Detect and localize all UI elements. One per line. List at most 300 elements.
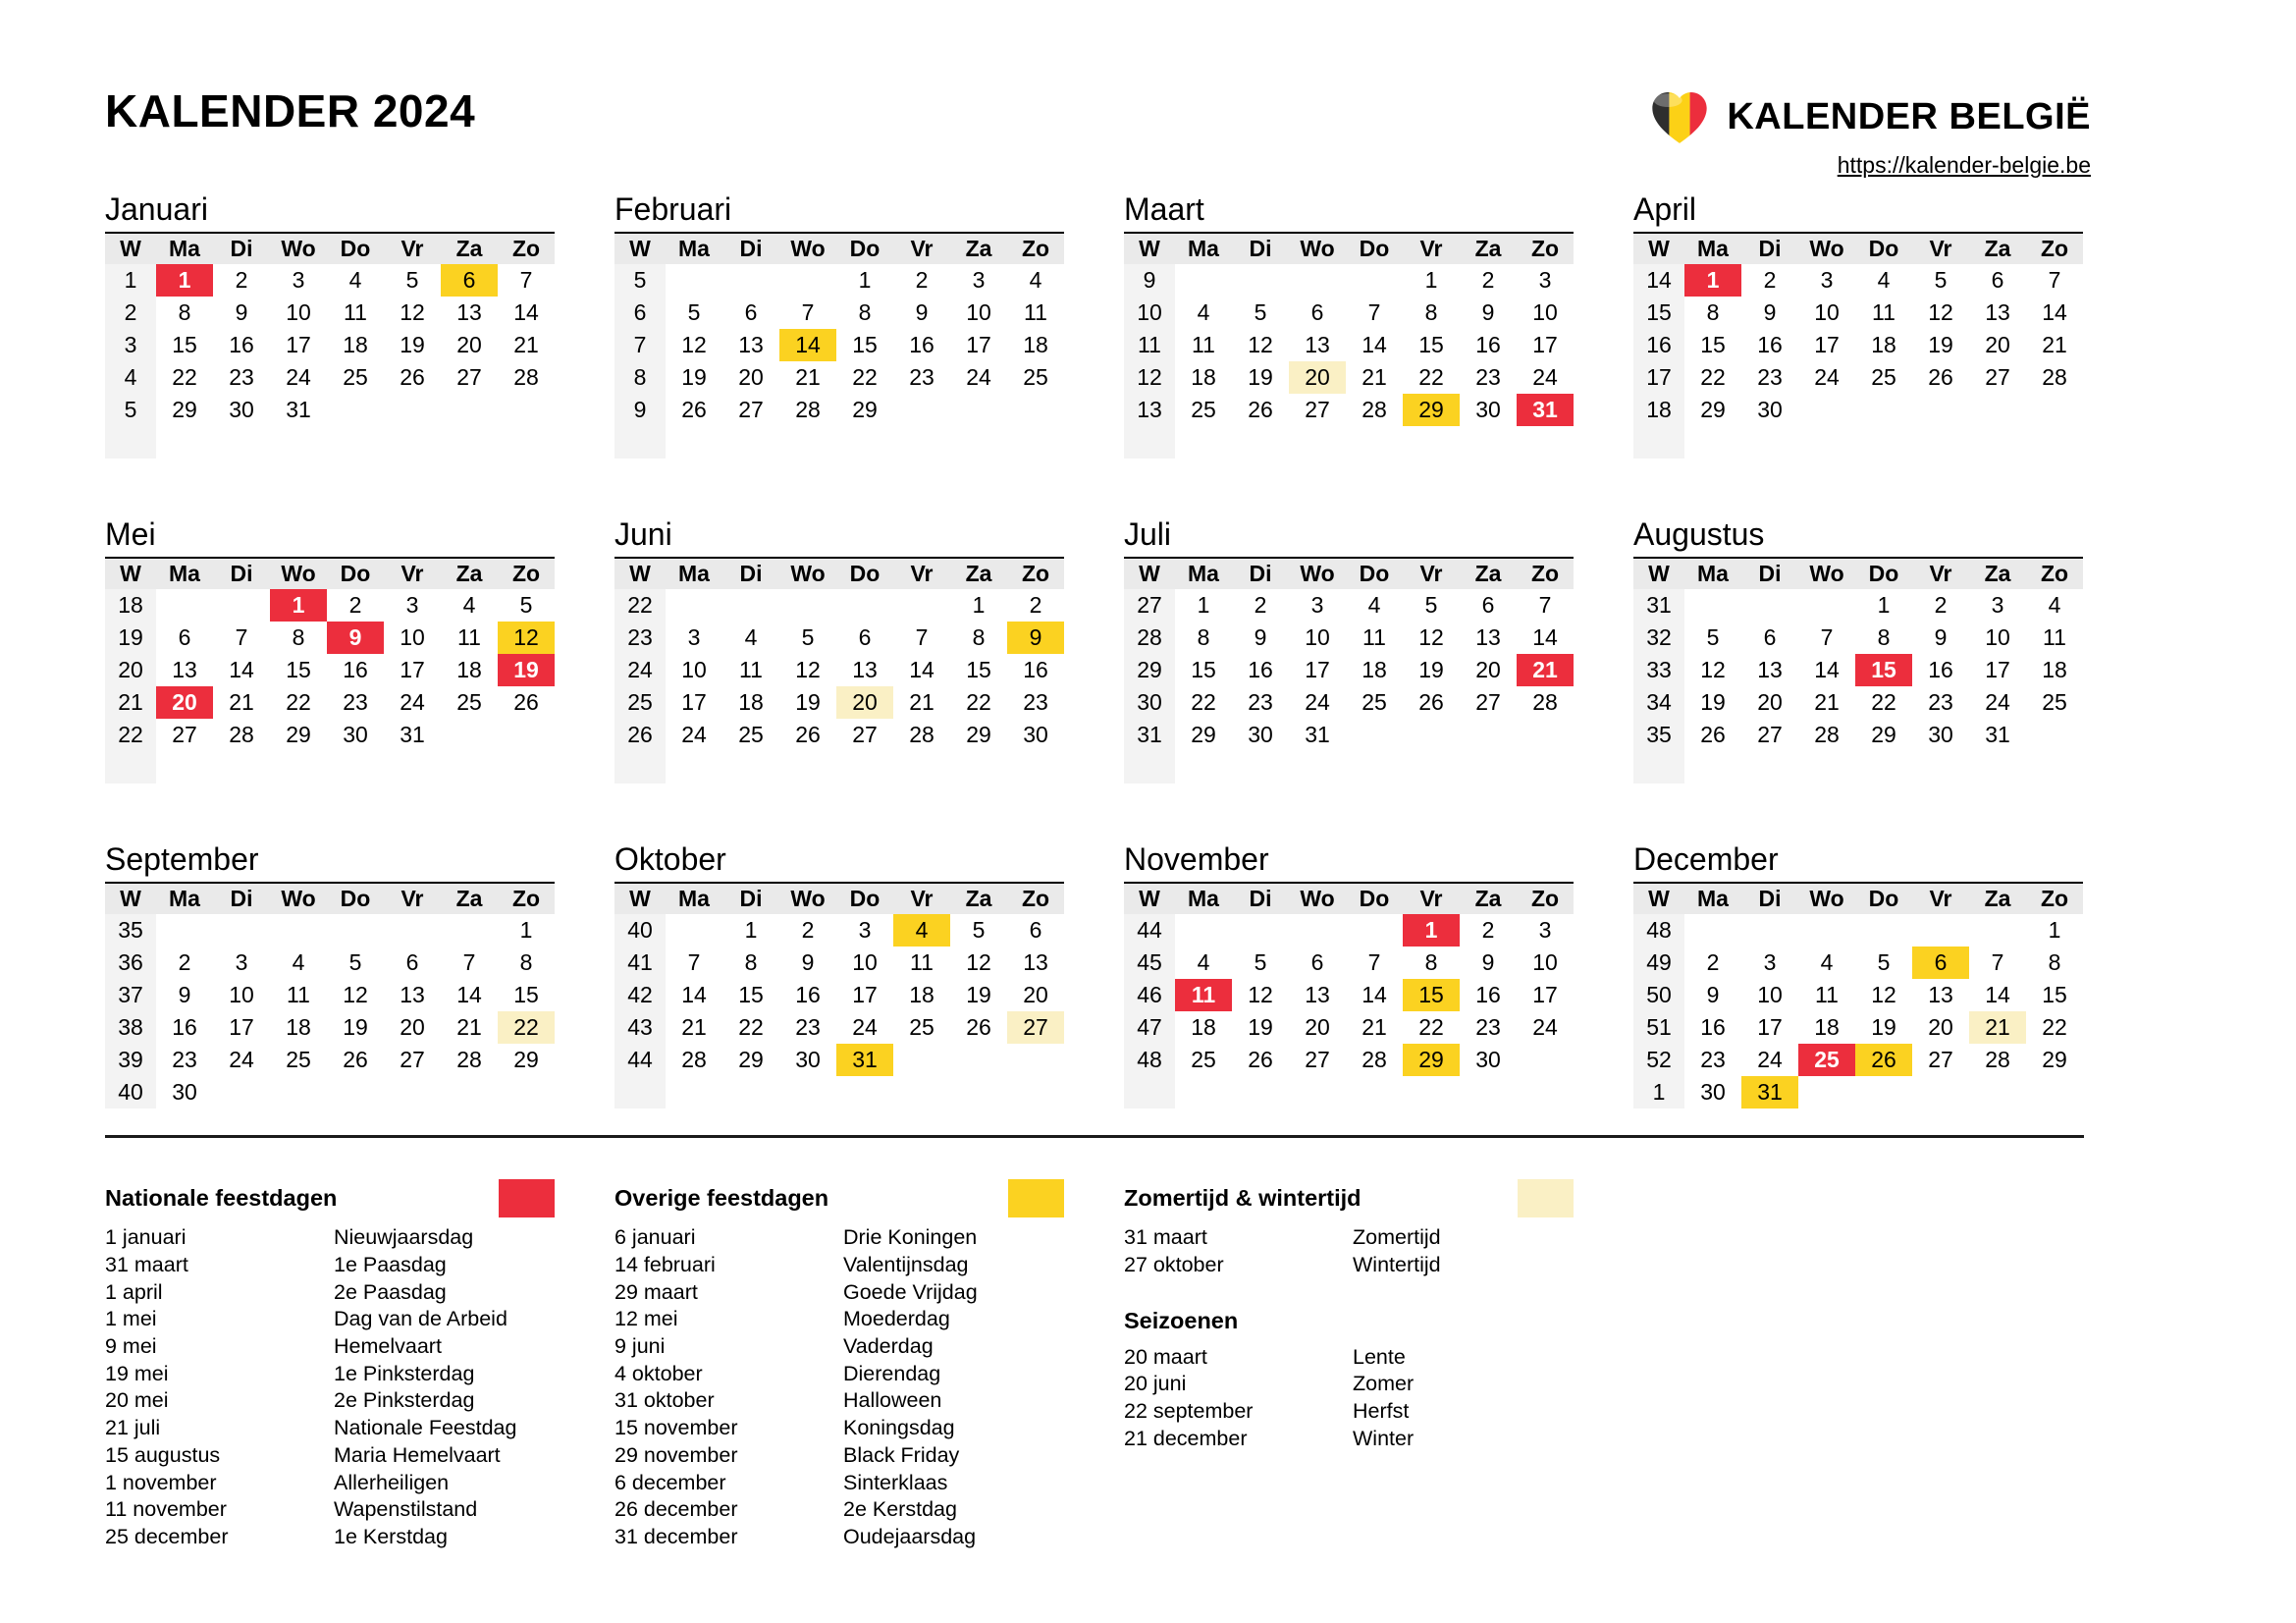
day-cell: 22 [852,364,878,390]
month-title-juli: Juli [1124,515,1574,559]
day-cell: 15 [966,657,991,682]
day-cell: 26 [1418,689,1444,715]
day-cell-other: 4 [893,914,950,947]
day-header-zo: Zo [1007,234,1064,264]
legend-date: 21 juli [105,1416,161,1440]
day-cell: 19 [1700,689,1726,715]
week-number-cell: 5 [614,264,666,297]
month-table-september [105,884,555,1109]
day-cell: 24 [966,364,991,390]
day-cell [1460,719,1517,751]
day-cell [1969,1076,2026,1109]
day-cell: 5 [348,949,362,975]
day-cell: 8 [744,949,758,975]
week-row [1633,686,2083,719]
week-number-cell [1124,751,1175,784]
day-cell: 8 [178,299,191,325]
day-cell-national: 1 [156,264,213,297]
brand-url-link[interactable]: https://kalender-belgie.be [1837,152,2091,178]
day-cell: 8 [1424,299,1438,325]
day-cell: 14 [2042,299,2067,325]
day-cell: 5 [1254,949,1267,975]
week-column-header: W [105,884,156,914]
legend-label: Dierendag [843,1361,941,1385]
week-column-header: W [614,559,666,589]
day-header-wo: Wo [1798,884,1855,914]
day-cell: 9 [1763,299,1777,325]
day-cell [384,426,441,459]
day-cell: 28 [2042,364,2067,390]
day-cell: 19 [1418,657,1444,682]
day-header-wo: Wo [270,884,327,914]
day-cell: 4 [744,624,758,650]
day-cell: 14 [1814,657,1840,682]
day-cell: 11 [910,949,934,975]
legend-label: 2e Paasdag [334,1279,447,1304]
day-cell: 23 [229,364,254,390]
day-header-za: Za [1460,884,1517,914]
month-title-juni: Juni [614,515,1064,559]
legend-date: 22 september [1124,1399,1254,1424]
week-row [1633,297,2083,329]
legend-label: Wintertijd [1353,1253,1441,1277]
day-cell: 7 [2048,267,2061,293]
week-row [1124,622,1574,654]
day-cell [893,394,950,426]
legend-date: 31 december [614,1524,738,1548]
day-cell: 6 [1481,592,1495,618]
week-number-cell [614,751,666,784]
week-number-cell: 13 [1124,394,1175,426]
week-number-cell: 40 [614,914,666,947]
legend-national-item [105,1224,555,1252]
day-cell [270,914,327,947]
day-cell: 18 [738,689,764,715]
day-header-za: Za [1460,234,1517,264]
day-cell: 5 [1706,624,1720,650]
day-cell: 9 [178,982,191,1007]
day-cell: 21 [681,1014,707,1040]
day-cell: 3 [858,917,872,943]
day-cell: 13 [172,657,197,682]
legend-seasons-item [1124,1371,1574,1398]
week-row [614,654,1064,686]
day-cell: 28 [795,397,821,422]
month-title-april: April [1633,190,2083,234]
week-number-cell: 39 [105,1044,156,1076]
day-cell: 2 [1763,267,1777,293]
day-header-ma: Ma [156,559,213,589]
week-row [1124,329,1574,361]
day-cell: 8 [1877,624,1891,650]
week-row [105,751,555,784]
week-row [1124,426,1574,459]
month-maart [1124,190,1574,459]
day-cell: 14 [681,982,707,1007]
day-cell: 3 [1991,592,2004,618]
day-cell [384,914,441,947]
week-row [105,1076,555,1109]
day-cell: 27 [1985,364,2010,390]
week-row [1124,264,1574,297]
day-cell-national: 11 [1175,979,1232,1011]
day-cell: 5 [1877,949,1891,975]
day-cell: 24 [681,722,707,747]
day-header-do: Do [836,559,893,589]
week-row [1124,589,1574,622]
week-row [105,914,555,947]
day-cell: 24 [1814,364,1840,390]
day-cell: 27 [456,364,482,390]
day-cell: 28 [909,722,934,747]
day-cell: 25 [2042,689,2067,715]
legend-national-item [105,1387,555,1415]
legend-date: 20 juni [1124,1372,1187,1396]
day-cell: 16 [1023,657,1048,682]
day-cell: 27 [1305,1047,1330,1072]
day-cell: 20 [1475,657,1501,682]
week-number-cell: 23 [614,622,666,654]
legend-date: 1 mei [105,1307,157,1331]
day-cell: 13 [738,332,764,357]
legend-national-item [105,1415,555,1442]
day-cell: 7 [1991,949,2004,975]
legend-label: Nieuwjaarsdag [334,1225,474,1250]
day-cell: 10 [681,657,707,682]
day-cell: 17 [1532,982,1558,1007]
week-column-header: W [1124,884,1175,914]
day-cell: 1 [519,917,533,943]
day-cell: 30 [1023,722,1048,747]
day-cell [1175,264,1232,297]
day-cell: 17 [1814,332,1840,357]
month-februari [614,190,1064,459]
day-cell [327,751,384,784]
day-header-wo: Wo [270,234,327,264]
day-cell [1855,914,1912,947]
week-row [1124,361,1574,394]
day-cell [1007,751,1064,784]
day-cell [836,1076,893,1109]
legend-other-item [614,1496,1064,1524]
day-header-ma: Ma [1684,559,1741,589]
day-header-ma: Ma [1684,884,1741,914]
week-row [1124,297,1574,329]
day-cell: 3 [405,592,419,618]
week-number-cell: 18 [105,589,156,622]
day-cell: 23 [1757,364,1783,390]
day-cell: 17 [1985,657,2010,682]
day-cell: 5 [972,917,986,943]
day-cell-national: 1 [1684,264,1741,297]
day-cell [1741,589,1798,622]
day-cell [666,426,722,459]
day-cell [1403,751,1460,784]
day-cell: 10 [966,299,991,325]
day-cell: 29 [2042,1047,2067,1072]
day-cell: 7 [1820,624,1834,650]
day-cell: 6 [1763,624,1777,650]
day-cell [950,1076,1007,1109]
month-april [1633,190,2083,459]
day-cell: 27 [1757,722,1783,747]
day-cell: 12 [1248,332,1273,357]
day-header-ma: Ma [156,234,213,264]
day-cell [1007,426,1064,459]
day-cell [441,914,498,947]
week-row [1633,1044,2083,1076]
day-cell [1912,914,1969,947]
day-cell [327,1076,384,1109]
day-cell [327,914,384,947]
day-cell: 29 [738,1047,764,1072]
day-cell: 27 [172,722,197,747]
week-row [1633,751,2083,784]
day-cell: 12 [1700,657,1726,682]
legend-other-item [614,1387,1064,1415]
day-header-vr: Vr [1403,559,1460,589]
day-cell: 16 [1700,1014,1726,1040]
day-cell [327,394,384,426]
month-table-april [1633,234,2083,459]
day-cell [156,589,213,622]
week-number-cell: 34 [1633,686,1684,719]
day-cell [156,426,213,459]
national-color-swatch [499,1179,555,1217]
week-row [1633,426,2083,459]
day-cell [498,394,555,426]
day-cell: 18 [1871,332,1896,357]
day-cell: 22 [1191,689,1216,715]
week-row [105,1044,555,1076]
day-cell: 26 [681,397,707,422]
legend-label: Black Friday [843,1442,960,1467]
day-cell: 2 [1254,592,1267,618]
day-cell [213,751,270,784]
day-cell: 26 [1248,1047,1273,1072]
day-cell: 1 [2048,917,2061,943]
day-header-za: Za [1969,559,2026,589]
day-cell [1798,1076,1855,1109]
week-row [105,264,555,297]
day-cell [441,719,498,751]
day-cell [722,264,779,297]
day-cell: 15 [1418,332,1444,357]
week-row [614,947,1064,979]
day-cell: 22 [1418,1014,1444,1040]
month-juli [1124,515,1574,784]
week-number-cell: 41 [614,947,666,979]
day-cell: 9 [1934,624,1948,650]
day-cell [498,719,555,751]
day-cell: 31 [286,397,311,422]
day-cell: 14 [909,657,934,682]
week-row [614,589,1064,622]
day-cell: 21 [1362,1014,1387,1040]
day-cell: 5 [801,624,815,650]
day-cell: 29 [1871,722,1896,747]
day-cell: 25 [1023,364,1048,390]
legend-date: 31 maart [105,1253,188,1277]
day-header-di: Di [1741,884,1798,914]
day-cell: 16 [1757,332,1783,357]
day-cell [1403,426,1460,459]
day-cell: 6 [744,299,758,325]
week-row [614,329,1064,361]
day-cell: 5 [1254,299,1267,325]
day-cell [1175,1076,1232,1109]
day-cell: 23 [343,689,368,715]
day-cell [1684,589,1741,622]
week-row [1633,361,2083,394]
day-cell [722,1076,779,1109]
day-cell: 25 [1871,364,1896,390]
months-grid [105,190,2084,1109]
week-column-header: W [105,234,156,264]
day-header-zo: Zo [2026,559,2083,589]
legend-other-item [614,1252,1064,1279]
week-row [1124,914,1574,947]
day-cell: 6 [1310,949,1324,975]
day-cell [1517,751,1574,784]
day-cell: 13 [1305,982,1330,1007]
day-cell: 29 [966,722,991,747]
day-header-di: Di [213,884,270,914]
day-cell: 3 [1538,267,1552,293]
day-cell [1346,1076,1403,1109]
day-header-zo: Zo [2026,884,2083,914]
day-cell: 18 [909,982,934,1007]
legend-time-title: Zomertijd & wintertijd [1124,1184,1362,1211]
day-cell: 27 [1928,1047,1953,1072]
day-header-ma: Ma [666,234,722,264]
day-cell: 31 [1985,722,2010,747]
day-cell [1969,751,2026,784]
day-cell: 28 [456,1047,482,1072]
day-cell: 21 [1362,364,1387,390]
legend-label: Halloween [843,1388,942,1413]
week-row [614,426,1064,459]
day-cell: 8 [972,624,986,650]
day-cell [836,751,893,784]
day-cell [441,1076,498,1109]
legend-label: Maria Hemelvaart [334,1442,501,1467]
day-cell [950,426,1007,459]
week-number-cell: 28 [1124,622,1175,654]
legend-label: 2e Pinksterdag [334,1388,475,1413]
day-cell [1175,914,1232,947]
day-cell: 14 [1362,982,1387,1007]
week-column-header: W [1124,234,1175,264]
day-header-di: Di [1741,234,1798,264]
day-cell: 5 [687,299,701,325]
week-row [105,979,555,1011]
week-number-cell: 15 [1633,297,1684,329]
week-number-cell: 9 [614,394,666,426]
legend-seasons-item [1124,1398,1574,1426]
day-cell: 7 [462,949,476,975]
day-cell [498,751,555,784]
day-cell: 15 [1191,657,1216,682]
week-row [614,297,1064,329]
month-table-januari [105,234,555,459]
day-cell: 9 [915,299,929,325]
day-cell [666,264,722,297]
day-cell: 12 [1418,624,1444,650]
day-header-di: Di [1232,884,1289,914]
day-cell: 25 [1191,397,1216,422]
day-header-wo: Wo [1798,234,1855,264]
day-cell [1912,394,1969,426]
day-cell [1798,589,1855,622]
day-cell [1855,426,1912,459]
legend-label: Drie Koningen [843,1225,978,1250]
day-cell [1517,1044,1574,1076]
day-cell: 4 [1029,267,1042,293]
day-cell: 30 [343,722,368,747]
week-row [105,686,555,719]
day-cell [1289,426,1346,459]
day-cell-other: 14 [779,329,836,361]
day-cell [1175,426,1232,459]
day-cell: 21 [1814,689,1840,715]
day-cell: 31 [1305,722,1330,747]
day-header-vr: Vr [893,234,950,264]
day-cell: 22 [1871,689,1896,715]
legend-label: Vaderdag [843,1334,934,1359]
week-number-cell: 32 [1633,622,1684,654]
day-cell: 7 [1538,592,1552,618]
legend-other-item [614,1442,1064,1470]
day-cell: 8 [2048,949,2061,975]
day-cell: 8 [292,624,305,650]
week-number-cell: 8 [614,361,666,394]
brand-name: KALENDER BELGIË [1727,95,2091,137]
week-number-cell: 4 [105,361,156,394]
legend-seasons-title: Seizoenen [1124,1307,1239,1333]
month-title-mei: Mei [105,515,555,559]
day-cell: 5 [1424,592,1438,618]
day-header-vr: Vr [1403,884,1460,914]
day-header-vr: Vr [384,884,441,914]
day-header-vr: Vr [893,884,950,914]
day-header-di: Di [1741,559,1798,589]
day-cell [1346,264,1403,297]
day-cell: 3 [1820,267,1834,293]
day-cell [1460,426,1517,459]
day-cell [893,589,950,622]
day-cell: 15 [1700,332,1726,357]
week-number-cell: 35 [105,914,156,947]
week-row [1124,654,1574,686]
day-cell: 20 [1928,1014,1953,1040]
week-number-cell: 2 [105,297,156,329]
day-header-do: Do [327,234,384,264]
week-row [1633,979,2083,1011]
day-cell: 30 [172,1079,197,1105]
day-cell: 27 [1305,397,1330,422]
day-cell: 24 [1305,689,1330,715]
day-cell [1232,426,1289,459]
day-cell: 19 [1248,364,1273,390]
day-cell: 26 [795,722,821,747]
week-row [105,719,555,751]
day-cell: 11 [1362,624,1386,650]
day-cell-other: 12 [498,622,555,654]
day-cell: 16 [172,1014,197,1040]
day-cell: 30 [1248,722,1273,747]
day-cell: 28 [681,1047,707,1072]
